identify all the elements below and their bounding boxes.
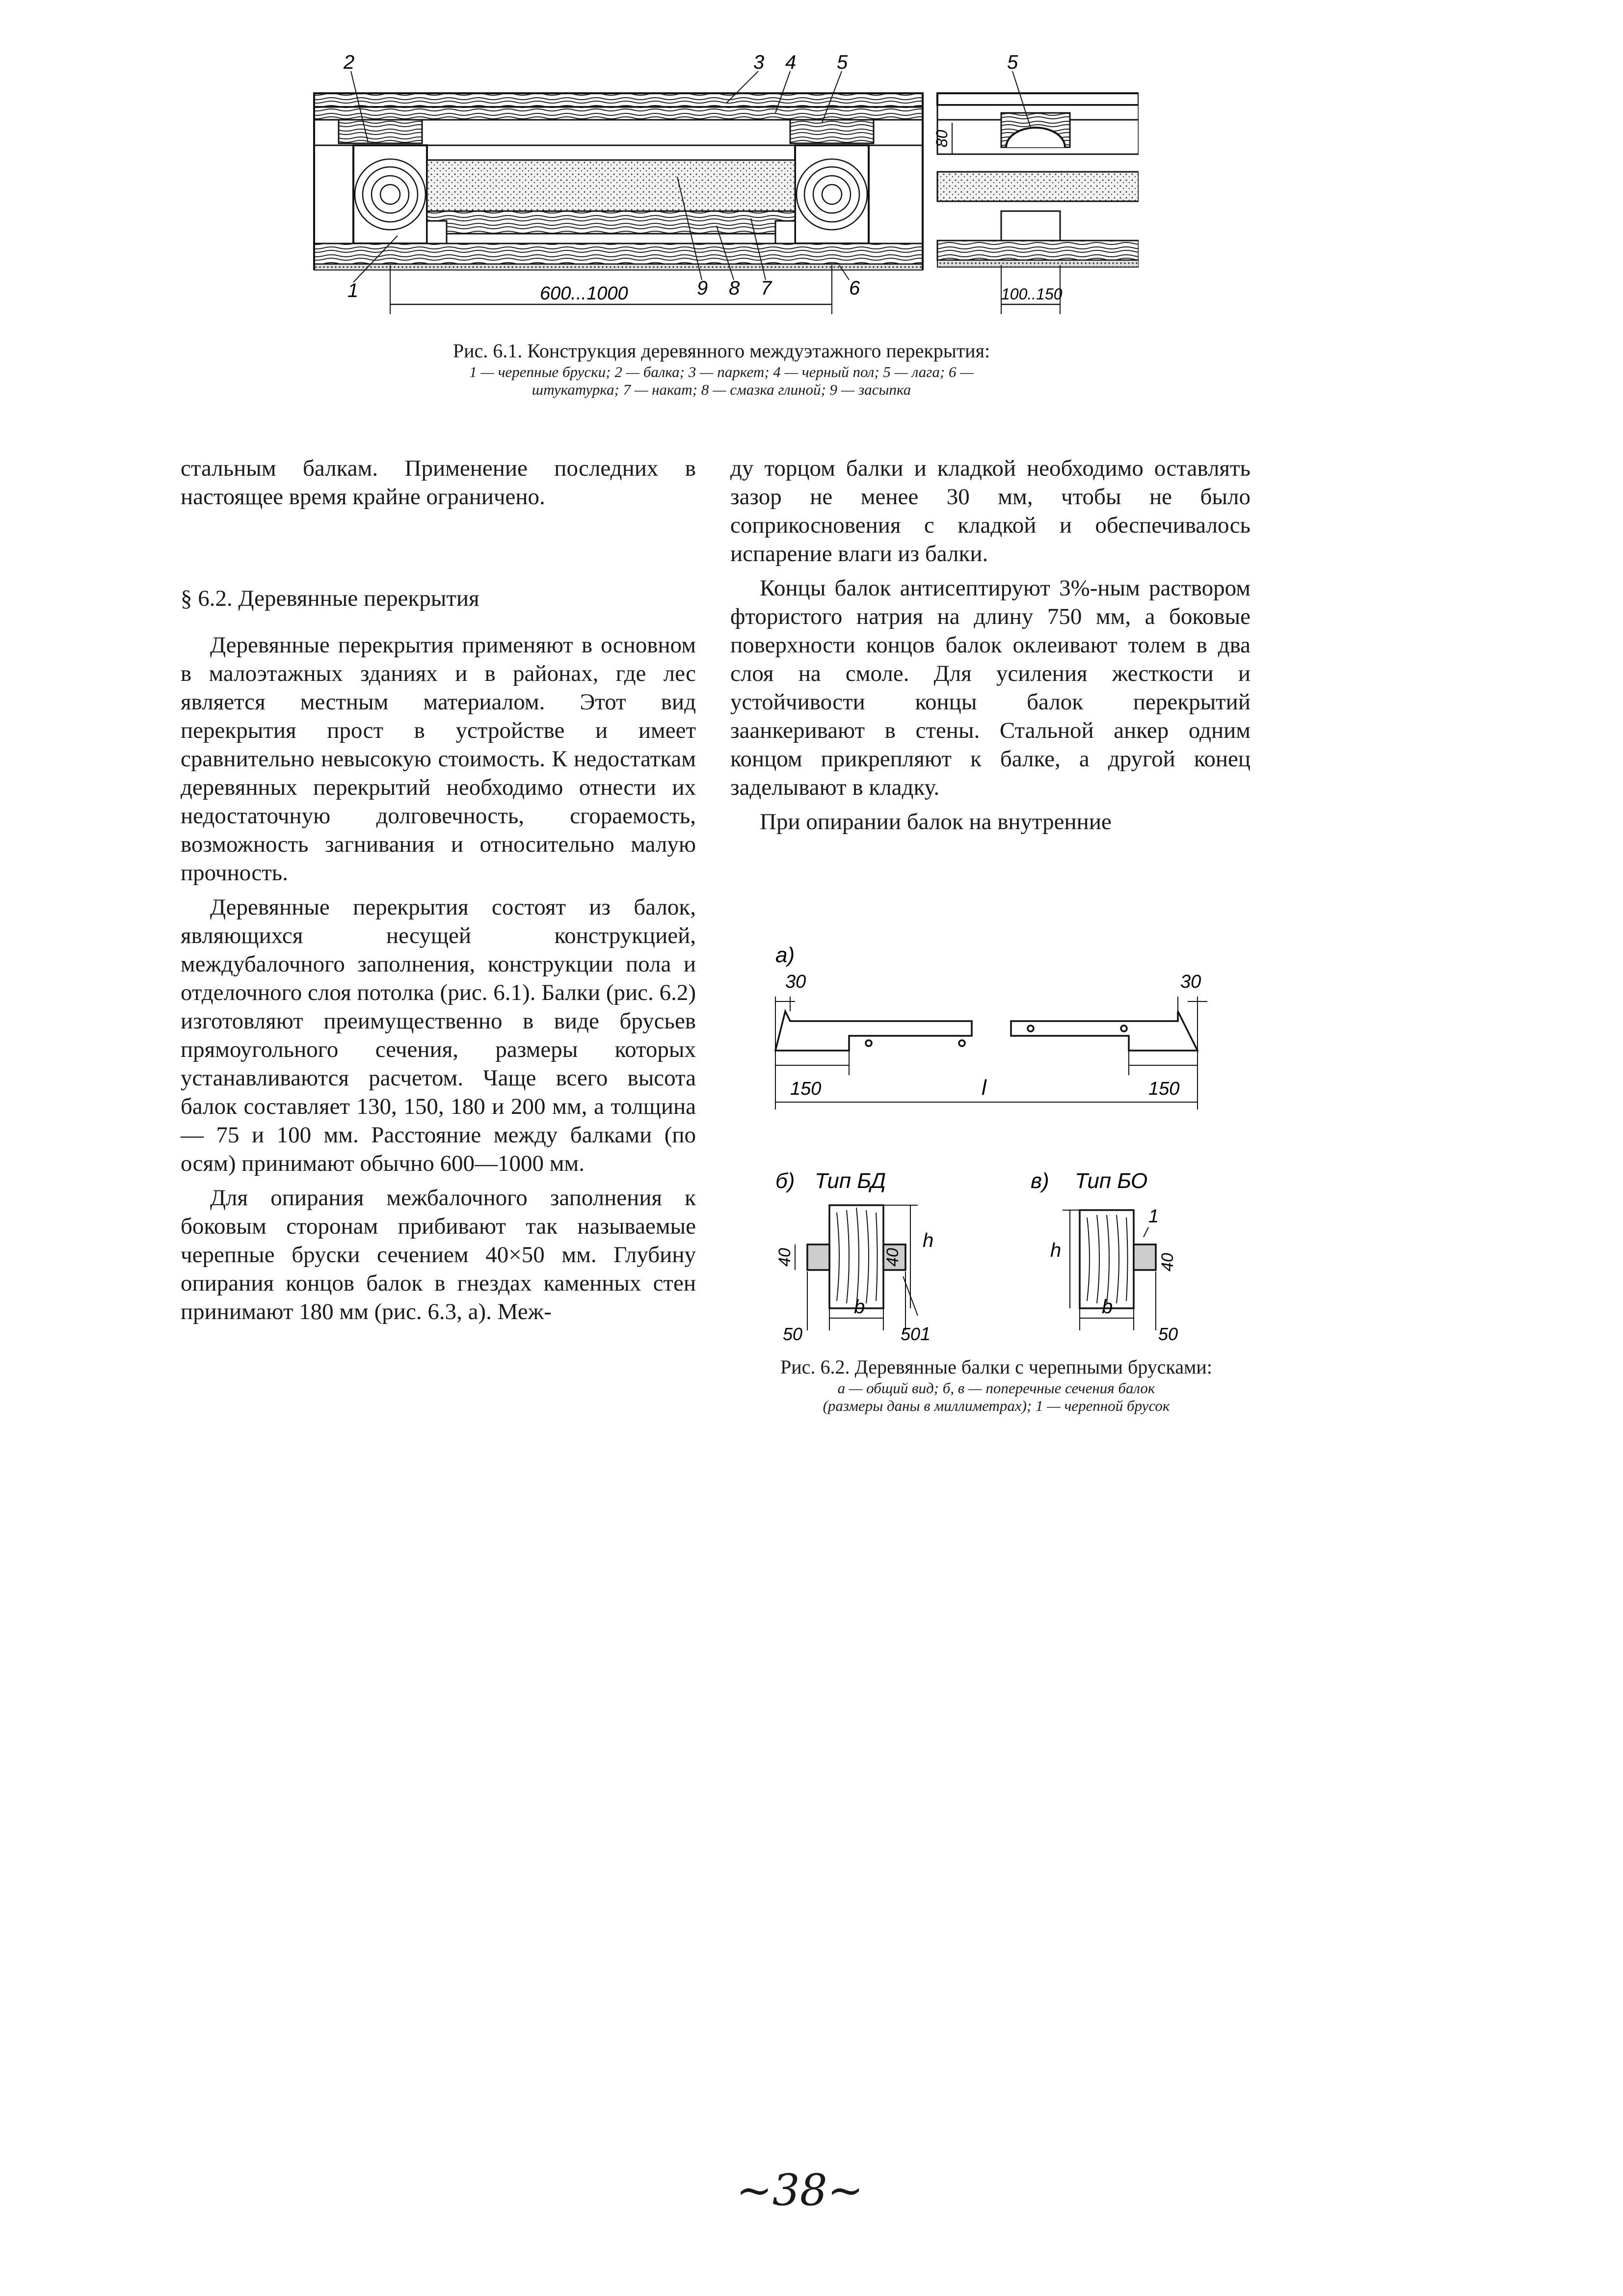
type-bd-label: Тип БД <box>815 1169 886 1193</box>
dimension-50-bd-right: 50 <box>901 1324 921 1344</box>
paragraph-continuation: стальным балкам. Применение последних в настоящее время крайне ограничено. <box>181 456 696 510</box>
callout-2: 2 <box>344 52 355 73</box>
dimension-b-bo: b <box>1102 1296 1113 1318</box>
right-column-body <box>730 454 1251 836</box>
dimension-b-bd: b <box>854 1296 865 1318</box>
dimension-h-bd: h <box>923 1230 934 1251</box>
paragraph-wooden-floors-composition: Деревянные перекрытия состоят из балок, являющихся несущей конструкцией, междубалочного заполнения, конструкции пола и отделочного слоя потолка (рис. 6.1). Балки (рис. 6.2) изготовляют преимущественно в виде брусьев прямоугольного сечения, размеры которых устанавливаются расчетом. Чаще всего высота балок составляет 130, 150, 180 и 200 мм, а толщина — 75 и 100 мм. Расстояние между балками (по осям) принимают обычно 600—1000 мм. <box>181 894 696 1176</box>
callout-5: 5 <box>837 52 848 73</box>
dimension-40-bd-left: 40 <box>775 1248 794 1267</box>
callout-9: 9 <box>697 277 708 299</box>
callout-4: 4 <box>785 52 797 73</box>
callout-3: 3 <box>753 52 765 73</box>
callout-1-bd: 1 <box>920 1324 931 1345</box>
page-number: ~38~ <box>736 2165 864 2215</box>
dimension-40-bo: 40 <box>1158 1253 1177 1271</box>
dimension-600-1000: 600...1000 <box>540 283 628 304</box>
dimension-50-bo: 50 <box>1158 1324 1178 1344</box>
figure-6-1-legend-line1: 1 — черепные бруски; 2 — балка; 3 — паркет; 4 — черный пол; 5 — лага; 6 — <box>469 363 974 380</box>
callout-1-bo: 1 <box>1148 1206 1159 1227</box>
dimension-100-150: 100..150 <box>1001 285 1063 303</box>
dimension-h-bo: h <box>1050 1240 1062 1261</box>
paragraph-skull-bars: Для опирания межбалочного заполнения к боковым сторонам прибивают так называемые черепные бруски сечением 40×50 мм. Глубину опирания концов балок в гнездах каменных стен принимают 180 мм (рис. 6.3, а). Меж- <box>181 1185 696 1324</box>
section-heading: § 6.2. Деревянные перекрытия <box>181 586 479 611</box>
figure-6-1-drawing <box>294 49 1139 324</box>
left-column-top <box>181 454 696 511</box>
paragraph-support: При опирании балок на внутренние <box>760 809 1112 835</box>
dimension-150-left: 150 <box>790 1079 822 1099</box>
dimension-50-bd-left: 50 <box>783 1324 803 1344</box>
paragraph-gap: ду торцом балки и кладкой необходимо оставлять зазор не менее 30 мм, чтобы не было соприкосновения с кладкой и обеспечивалось испарение влаги из балки. <box>730 456 1251 567</box>
figure-6-1-caption-title: Рис. 6.1. Конструкция деревянного междуэтажного перекрытия: <box>452 340 990 362</box>
figure-label-b: б) <box>775 1169 795 1193</box>
paragraph-antiseptic: Концы балок антисептируют 3%-ным раствором фтористого натрия на длину 750 мм, а боковые поверхности концов балок оклеивают толем в два слоя на смоле. Для усиления жесткости и устойчивости концы балок перекрытий заанкеривают в стены. Стальной анкер одним концом прикрепляют к балке, а другой конец заделывают в кладку. <box>730 575 1251 800</box>
figure-6-2-caption-title: Рис. 6.2. Деревянные балки с черепными брусками: <box>780 1356 1212 1378</box>
callout-6: 6 <box>849 277 860 299</box>
left-column-body <box>181 631 696 1326</box>
figure-6-2-legend-line1: а — общий вид; б, в — поперечные сечения балок <box>837 1379 1155 1397</box>
figure-6-1-caption <box>304 339 1139 399</box>
dimension-80: 80 <box>933 130 951 147</box>
figure-6-2-legend-line2: (размеры даны в миллиметрах); 1 — черепной брусок <box>823 1397 1170 1414</box>
figure-label-a: а) <box>775 943 795 967</box>
paragraph-wooden-floors-intro: Деревянные перекрытия применяют в основном в малоэтажных зданиях и в районах, где лес является местным материалом. Этот вид перекрытия прост в устройстве и имеет сравнительно невысокую стоимость. К недостаткам деревянных перекрытий необходимо отнести их недостаточную долговечность, сгораемость, возможность загнивания и относительно малую прочность. <box>181 632 696 886</box>
figure-6-2-drawing <box>756 933 1256 1345</box>
dimension-30-left: 30 <box>785 972 806 992</box>
type-bo-label: Тип БО <box>1075 1169 1148 1193</box>
dimension-150-right: 150 <box>1148 1079 1180 1099</box>
callout-5-right: 5 <box>1007 52 1018 73</box>
dimension-40-bd-right: 40 <box>883 1248 902 1267</box>
figure-6-2-caption <box>726 1355 1266 1415</box>
callout-1: 1 <box>347 280 359 301</box>
figure-label-v: в) <box>1031 1169 1049 1193</box>
callout-8: 8 <box>729 277 740 299</box>
dimension-30-right: 30 <box>1180 972 1201 992</box>
callout-7: 7 <box>761 277 772 299</box>
figure-6-1-legend-line2: штукатурка; 7 — накат; 8 — смазка глиной; 9 — засыпка <box>532 381 911 398</box>
dimension-l: l <box>982 1076 986 1100</box>
